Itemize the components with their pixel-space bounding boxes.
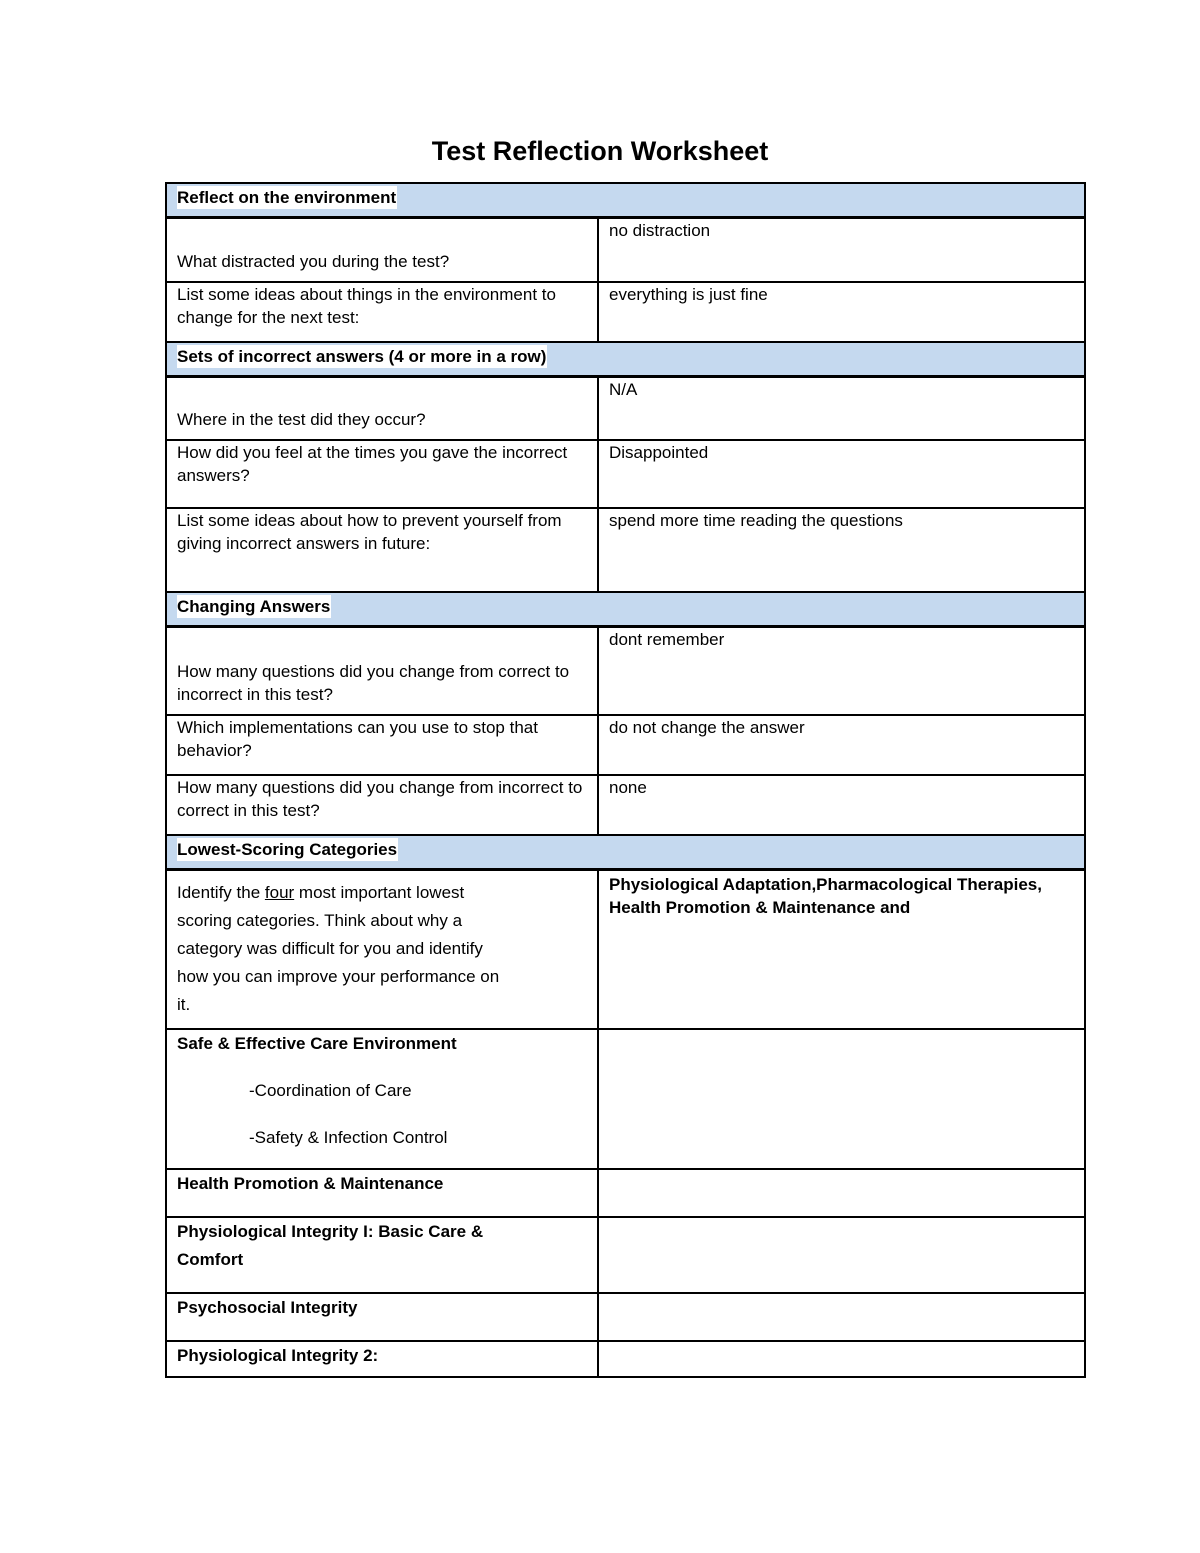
answer-field[interactable]: N/A xyxy=(609,379,638,399)
table-row xyxy=(166,218,1085,282)
section-header-changing xyxy=(166,592,1085,627)
question-text: List some ideas about things in the environment to change for the next test: xyxy=(177,284,556,327)
question-text: How many questions did you change from incorrect to correct in this test? xyxy=(177,777,583,820)
category-title: Physiological Integrity I: Basic Care & Comfort xyxy=(177,1222,484,1269)
category-answer-field[interactable] xyxy=(598,1293,1085,1341)
table-row xyxy=(166,715,1085,775)
question-text: How many questions did you change from correct to incorrect in this test? xyxy=(177,661,570,704)
answer-field[interactable]: dont remember xyxy=(609,630,725,649)
question-text: What distracted you during the test? xyxy=(177,251,450,271)
answer-field[interactable]: Disappointed xyxy=(609,443,709,462)
answer-field[interactable]: none xyxy=(609,777,647,797)
category-title: Health Promotion & Maintenance xyxy=(177,1174,444,1193)
category-answer-field[interactable] xyxy=(598,1341,1085,1377)
category-row-psychosocial xyxy=(166,1293,1085,1341)
section-heading: Changing Answers xyxy=(177,597,331,616)
table-row xyxy=(166,775,1085,835)
category-answer-field[interactable] xyxy=(598,1217,1085,1293)
section-header-environment xyxy=(166,183,1085,218)
category-row-basic-care xyxy=(166,1217,1085,1293)
category-row-health xyxy=(166,1169,1085,1217)
category-title: Psychosocial Integrity xyxy=(177,1298,358,1317)
answer-field[interactable]: no distraction xyxy=(609,221,711,240)
category-subitem: -Safety & Infection Control xyxy=(249,1128,448,1147)
section-heading: Lowest-Scoring Categories xyxy=(177,839,398,859)
question-text: How did you feel at the times you gave the incorrect answers? xyxy=(177,443,568,485)
category-title: Safe & Effective Care Environment xyxy=(177,1034,457,1053)
category-row-physiological-2 xyxy=(166,1341,1085,1377)
answer-field[interactable]: Physiological Adaptation,Pharmacological Therapies, Health Promotion & Maintenance and xyxy=(609,874,1042,917)
table-row xyxy=(166,627,1085,715)
section-heading: Reflect on the environment xyxy=(177,188,397,207)
table-row xyxy=(166,440,1085,508)
table-row xyxy=(166,282,1085,342)
category-row-safe xyxy=(166,1029,1085,1169)
worksheet-table xyxy=(165,182,1086,1378)
answer-field[interactable]: do not change the answer xyxy=(609,717,805,737)
instruction-text: Identify the four most important lowest scoring categories. Think about why a category was difficult for you and identify how you can improve your performance on it. xyxy=(177,882,500,1014)
section-heading: Sets of incorrect answers (4 or more in a row) xyxy=(177,346,547,366)
page-title: Test Reflection Worksheet xyxy=(431,136,769,166)
category-subitem: -Coordination of Care xyxy=(249,1081,412,1100)
table-row xyxy=(166,508,1085,592)
section-header-lowest xyxy=(166,835,1085,870)
question-text: Where in the test did they occur? xyxy=(177,410,426,429)
table-row xyxy=(166,376,1085,440)
answer-field[interactable]: spend more time reading the questions xyxy=(609,511,903,530)
question-text: List some ideas about how to prevent yourself from giving incorrect answers in future: xyxy=(177,511,562,553)
question-text: Which implementations can you use to stop that behavior? xyxy=(177,717,538,760)
table-row xyxy=(166,869,1085,1029)
category-answer-field[interactable] xyxy=(598,1029,1085,1169)
section-header-incorrect xyxy=(166,342,1085,377)
category-title: Physiological Integrity 2: xyxy=(177,1346,379,1365)
answer-field[interactable]: everything is just fine xyxy=(609,284,768,304)
category-answer-field[interactable] xyxy=(598,1169,1085,1217)
